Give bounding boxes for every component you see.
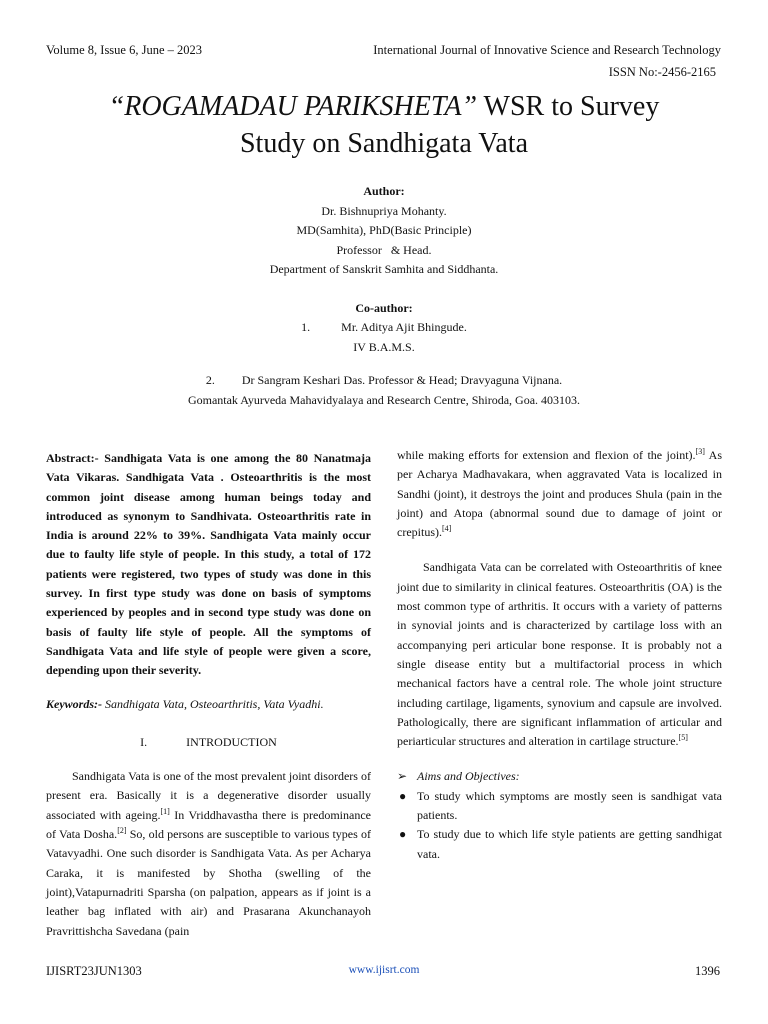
coauthor-label: Co-author: [355, 300, 413, 315]
citation: [3] [695, 447, 705, 456]
institution: Gomantak Ayurveda Mahavidyalaya and Research Centre, Shiroda, Goa. 403103. [187, 393, 581, 407]
list-item [397, 825, 722, 864]
journal-url-link[interactable]: www.ijisrt.com [348, 964, 420, 976]
citation: [4] [441, 524, 452, 534]
author-position: Professor & Head. [336, 242, 432, 257]
left-column [46, 449, 371, 941]
keywords [46, 695, 371, 714]
abstract: Abstract:- Sandhigata Vata is one among the 80 Nanatmaja Vata Vikaras. Sandhigata Vata . Osteoarthritis is the most common joint disease among human beings today and introduced as synonym to Sandhivata. Osteoarthritis rate in India is around 22% to 39%. Sandhigata Vata mainly occur due to faulty life style of people. In this study, a total of 172 patients were registered, two types of study was done in this survey. In first type study was done on basis of symptoms experienced by peoples and in second type study was done on basis of faulty life style of people. All the symptoms of Sandhigata Vata and life style of people were given a score, depending upon their severity. [46, 451, 371, 678]
title-line2: Study on Sandhigata Vata [239, 128, 528, 159]
bullet-icon: ● [399, 827, 407, 842]
author-label: Author: [363, 184, 405, 198]
coauthor-2-block [0, 370, 768, 410]
right-text-b: As per Acharya Madhavakara, when aggravated Vata is localized in Sandhi (joint), it destroys the joint and produces Shula (pain in the joint) and Atopa (abnormal sound due to damage of joint or crepitus). [397, 448, 722, 540]
coauthor-2-num: 2. [205, 373, 215, 387]
citation: [5] [678, 733, 688, 743]
intro-paragraph [46, 767, 371, 941]
title-italic: “ROGAMADAU PARIKSHETA” [108, 91, 478, 122]
section-title: INTRODUCTION [186, 734, 277, 749]
intro-text-b: In Vriddhavastha there is predominance of Vata Dosha. [46, 807, 371, 842]
aims-title: Aims and Objectives: [417, 769, 520, 784]
coauthor-1 [0, 318, 768, 338]
right-column [397, 446, 722, 864]
coauthor-2-text: Dr Sangram Keshari Das. Professor & Head; Dravyaguna Vijnana. [241, 373, 563, 387]
intro-text-a: Sandhigata Vata is one of the most prevalent joint disorders of present era. Basically it is a degenerative disorder usually associated with ageing. [46, 769, 371, 822]
title-rest: WSR to Survey [483, 91, 660, 122]
coauthor-1-name: Mr. Aditya Ajit Bhingude. [341, 320, 467, 334]
paper-title [40, 88, 728, 162]
page-number: 1396 [695, 964, 720, 978]
bullet-icon: ● [399, 788, 407, 803]
oa-paragraph [397, 558, 722, 751]
keywords-label: Keywords:- [46, 696, 102, 711]
issn: ISSN No:-2456-2165 [608, 65, 716, 79]
author-department: Department of Sanskrit Samhita and Siddhanta. [269, 262, 499, 276]
right-text-a: while making efforts for extension and flexion of the joint). [397, 448, 696, 462]
aim-text: To study due to which life style patients are getting sandhigat vata. [417, 827, 722, 861]
section-number: I. [140, 734, 148, 749]
oa-text: Sandhigata Vata can be correlated with Osteoarthritis of knee joint due to similarity in clinical features. Osteoarthritis (OA) is the most common type of arthritis. It occurs with a variety of patterns in synovial joints and is characterized by cartilage loss with an accompanying peri articular bone response. It is probably not a single disease entity but a multifactorial process in which mechanical factors have a central role. The whole joint structure including cartilage, ligaments, synovium and capsule are involved. Pathologically, there are significant inflammation of articular and periarticular structures and alteration in cartilage structure. [397, 560, 722, 749]
arrow-bullet-icon: ➢ [397, 769, 408, 784]
journal-name: International Journal of Innovative Science and Research Technology [373, 43, 721, 57]
keywords-text: Sandhigata Vata, Osteoarthritis, Vata Vyadhi. [102, 696, 324, 711]
aims-section [397, 767, 722, 863]
paper-code: IJISRT23JUN1303 [46, 964, 142, 978]
author-degrees: MD(Samhita), PhD(Basic Principle) [296, 223, 472, 237]
continued-paragraph [397, 446, 722, 542]
author-name: Dr. Bishnupriya Mohanty. [321, 203, 447, 218]
volume-info: Volume 8, Issue 6, June – 2023 [46, 43, 203, 57]
list-item [397, 787, 722, 826]
coauthor-2 [0, 370, 768, 390]
citation: [2] [117, 826, 127, 836]
coauthor-1-num: 1. [301, 320, 311, 334]
aims-list [397, 787, 722, 864]
coauthor-1-degree: IV B.A.M.S. [353, 339, 415, 354]
author-block [0, 182, 768, 357]
aim-text: To study which symptoms are mostly seen is sandhigat vata patients. [417, 788, 722, 823]
intro-text-c: So, old persons are susceptible to various types of Vatavyadhi. One such disorder is Sandhigata Vata. As per Acharya Caraka, it is manifested by Shotha (swelling of the joint),Vatapurnadriti Sparsha (on palpation, appears as if joint is a leather bag inflated with air) and Prasarana Akunchanayoh Pravrittishcha Savedana (pain [46, 827, 372, 938]
aims-heading [397, 767, 722, 786]
section-heading [46, 733, 371, 752]
citation: [1] [160, 806, 170, 816]
